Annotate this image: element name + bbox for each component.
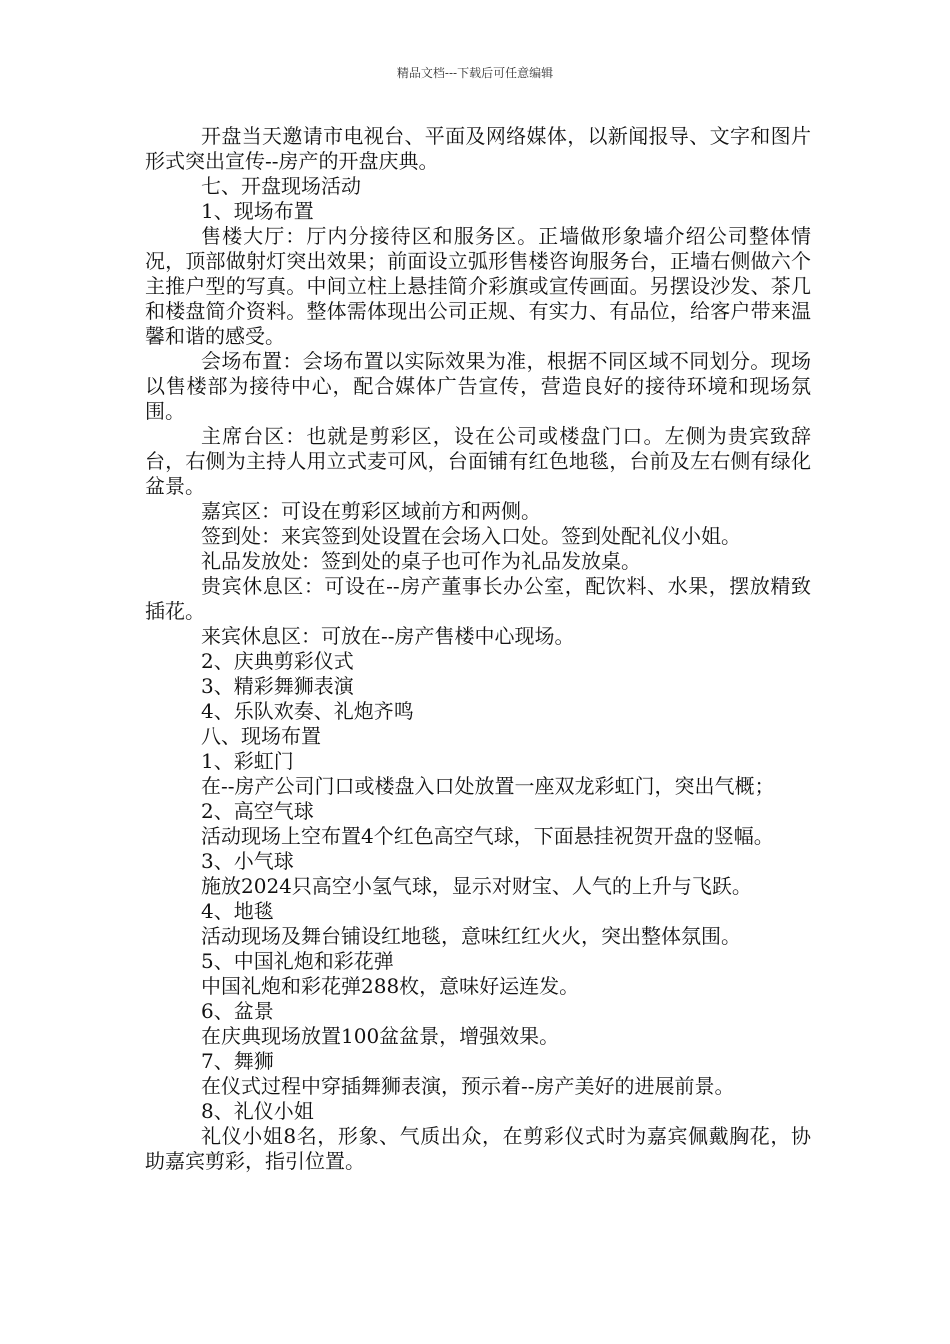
subsection-heading: 4、乐队欢奏、礼炮齐鸣: [201, 699, 414, 723]
paragraph: 嘉宾区：可设在剪彩区域前方和两侧。: [201, 499, 541, 523]
paragraph: 礼仪小姐8名，形象、气质出众，在剪彩仪式时为嘉宾佩戴胸花，协助嘉宾剪彩，指引位置。: [145, 1124, 811, 1173]
paragraph: 开盘当天邀请市电视台、平面及网络媒体，以新闻报导、文字和图片形式突出宣传--房产的开盘庆典。: [145, 124, 811, 173]
subsection-heading: 3、小气球: [201, 849, 294, 873]
paragraph: 贵宾休息区：可设在--房产董事长办公室，配饮料、水果，摆放精致插花。: [145, 574, 811, 623]
paragraph: 在--房产公司门口或楼盘入口处放置一座双龙彩虹门，突出气概；: [201, 774, 775, 798]
section-heading: 八、现场布置: [201, 724, 321, 748]
paragraph: 会场布置：会场布置以实际效果为准，根据不同区域不同划分。现场以售楼部为接待中心，配合媒体广告宣传，营造良好的接待环境和现场氛围。: [145, 349, 811, 423]
paragraph: 活动现场上空布置4个红色高空气球，下面悬挂祝贺开盘的竖幅。: [201, 824, 774, 848]
subsection-heading: 4、地毯: [201, 899, 274, 923]
subsection-heading: 3、精彩舞狮表演: [201, 674, 354, 698]
subsection-heading: 6、盆景: [201, 999, 274, 1023]
paragraph: 中国礼炮和彩花弹288枚，意味好运连发。: [201, 974, 580, 998]
paragraph: 在庆典现场放置100盆盆景，增强效果。: [201, 1024, 560, 1048]
paragraph: 在仪式过程中穿插舞狮表演，预示着--房产美好的进展前景。: [201, 1074, 735, 1098]
paragraph: 礼品发放处：签到处的桌子也可作为礼品发放桌。: [201, 549, 641, 573]
paragraph: 售楼大厅：厅内分接待区和服务区。正墙做形象墙介绍公司整体情况，顶部做射灯突出效果；前面设立弧形售楼咨询服务台，正墙右侧做六个主推户型的写真。中间立柱上悬挂简介彩旗或宣传画面。另摆设沙发、茶几和楼盘简介资料。整体需体现出公司正规、有实力、有品位，给客户带来温馨和谐的感受。: [145, 224, 811, 348]
paragraph: 活动现场及舞台铺设红地毯，意味红红火火，突出整体氛围。: [201, 924, 741, 948]
subsection-heading: 8、礼仪小姐: [201, 1099, 314, 1123]
document-body: [145, 124, 811, 1174]
subsection-heading: 2、高空气球: [201, 799, 314, 823]
paragraph: 来宾休息区：可放在--房产售楼中心现场。: [201, 624, 575, 648]
paragraph: 主席台区：也就是剪彩区，设在公司或楼盘门口。左侧为贵宾致辞台，右侧为主持人用立式麦可风，台面铺有红色地毯，台前及左右侧有绿化盆景。: [145, 424, 811, 498]
paragraph: 施放2024只高空小氢气球，显示对财宝、人气的上升与飞跃。: [201, 874, 752, 898]
subsection-heading: 5、中国礼炮和彩花弹: [201, 949, 394, 973]
subsection-heading: 2、庆典剪彩仪式: [201, 649, 354, 673]
subsection-heading: 1、彩虹门: [201, 749, 294, 773]
subsection-heading: 7、舞狮: [201, 1049, 274, 1073]
section-heading: 七、开盘现场活动: [201, 174, 361, 198]
page-header: 精品文档---下载后可任意编辑: [396, 66, 554, 80]
subsection-heading: 1、现场布置: [201, 199, 314, 223]
paragraph: 签到处：来宾签到处设置在会场入口处。签到处配礼仪小姐。: [201, 524, 741, 548]
